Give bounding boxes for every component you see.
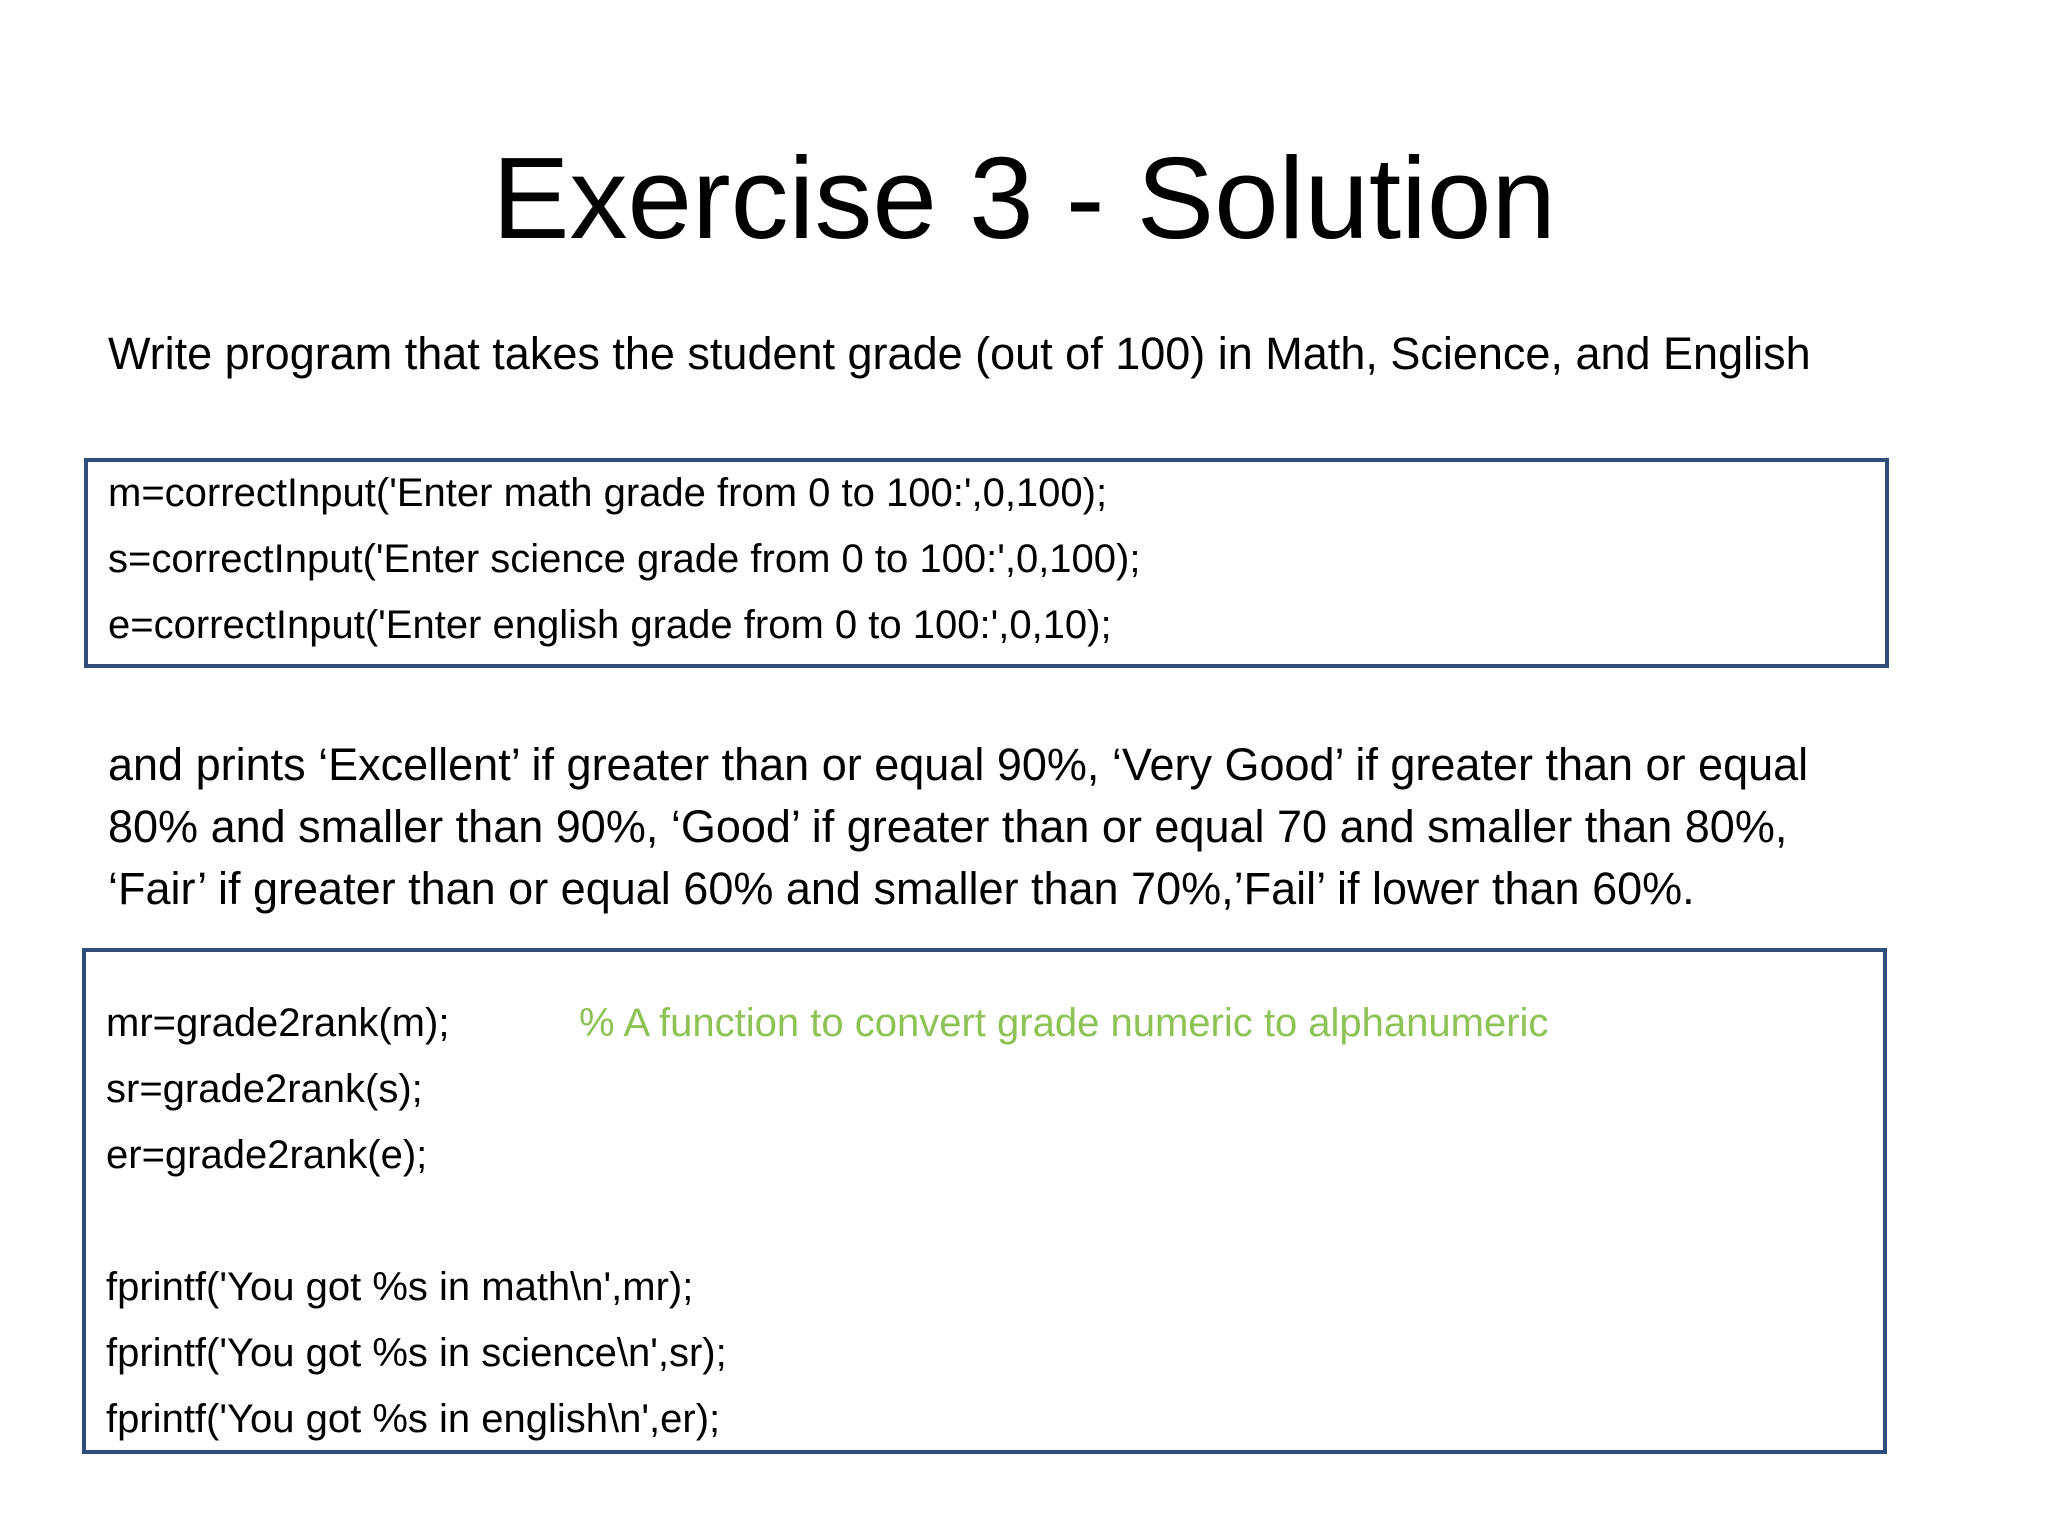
code-line-english-rank: er=grade2rank(e); [106,1133,428,1177]
code-line-print-english: fprintf('You got %s in english\n',er); [106,1397,721,1441]
code-comment: % A function to convert grade numeric to alphanumeric [579,1001,1549,1045]
code-line-math-rank: mr=grade2rank(m); [106,1001,450,1045]
output-code-box [82,948,1887,1454]
code-line-print-science: fprintf('You got %s in science\n',sr); [106,1331,727,1375]
input-code-box [84,458,1889,668]
description-line: ‘Fair’ if greater than or equal 60% and smaller than 70%,’Fail’ if lower than 60%. [108,863,1695,914]
code-line-english-input: e=correctInput('Enter english grade from 0 to 100:',0,10); [108,603,1112,647]
description-text [108,734,1988,920]
code-line-math-input: m=correctInput('Enter math grade from 0 to 100:',0,100); [108,471,1108,515]
slide-title: Exercise 3 - Solution [492,133,1556,263]
intro-text: Write program that takes the student grade (out of 100) in Math, Science, and English [108,328,1811,379]
code-line-science-input: s=correctInput('Enter science grade from 0 to 100:',0,100); [108,537,1141,581]
description-line: 80% and smaller than 90%, ‘Good’ if greater than or equal 70 and smaller than 80%, [108,801,1788,852]
description-line: and prints ‘Excellent’ if greater than or equal 90%, ‘Very Good’ if greater than or equal [108,739,1809,790]
code-line-print-math: fprintf('You got %s in math\n',mr); [106,1265,694,1309]
code-line-science-rank: sr=grade2rank(s); [106,1067,423,1111]
